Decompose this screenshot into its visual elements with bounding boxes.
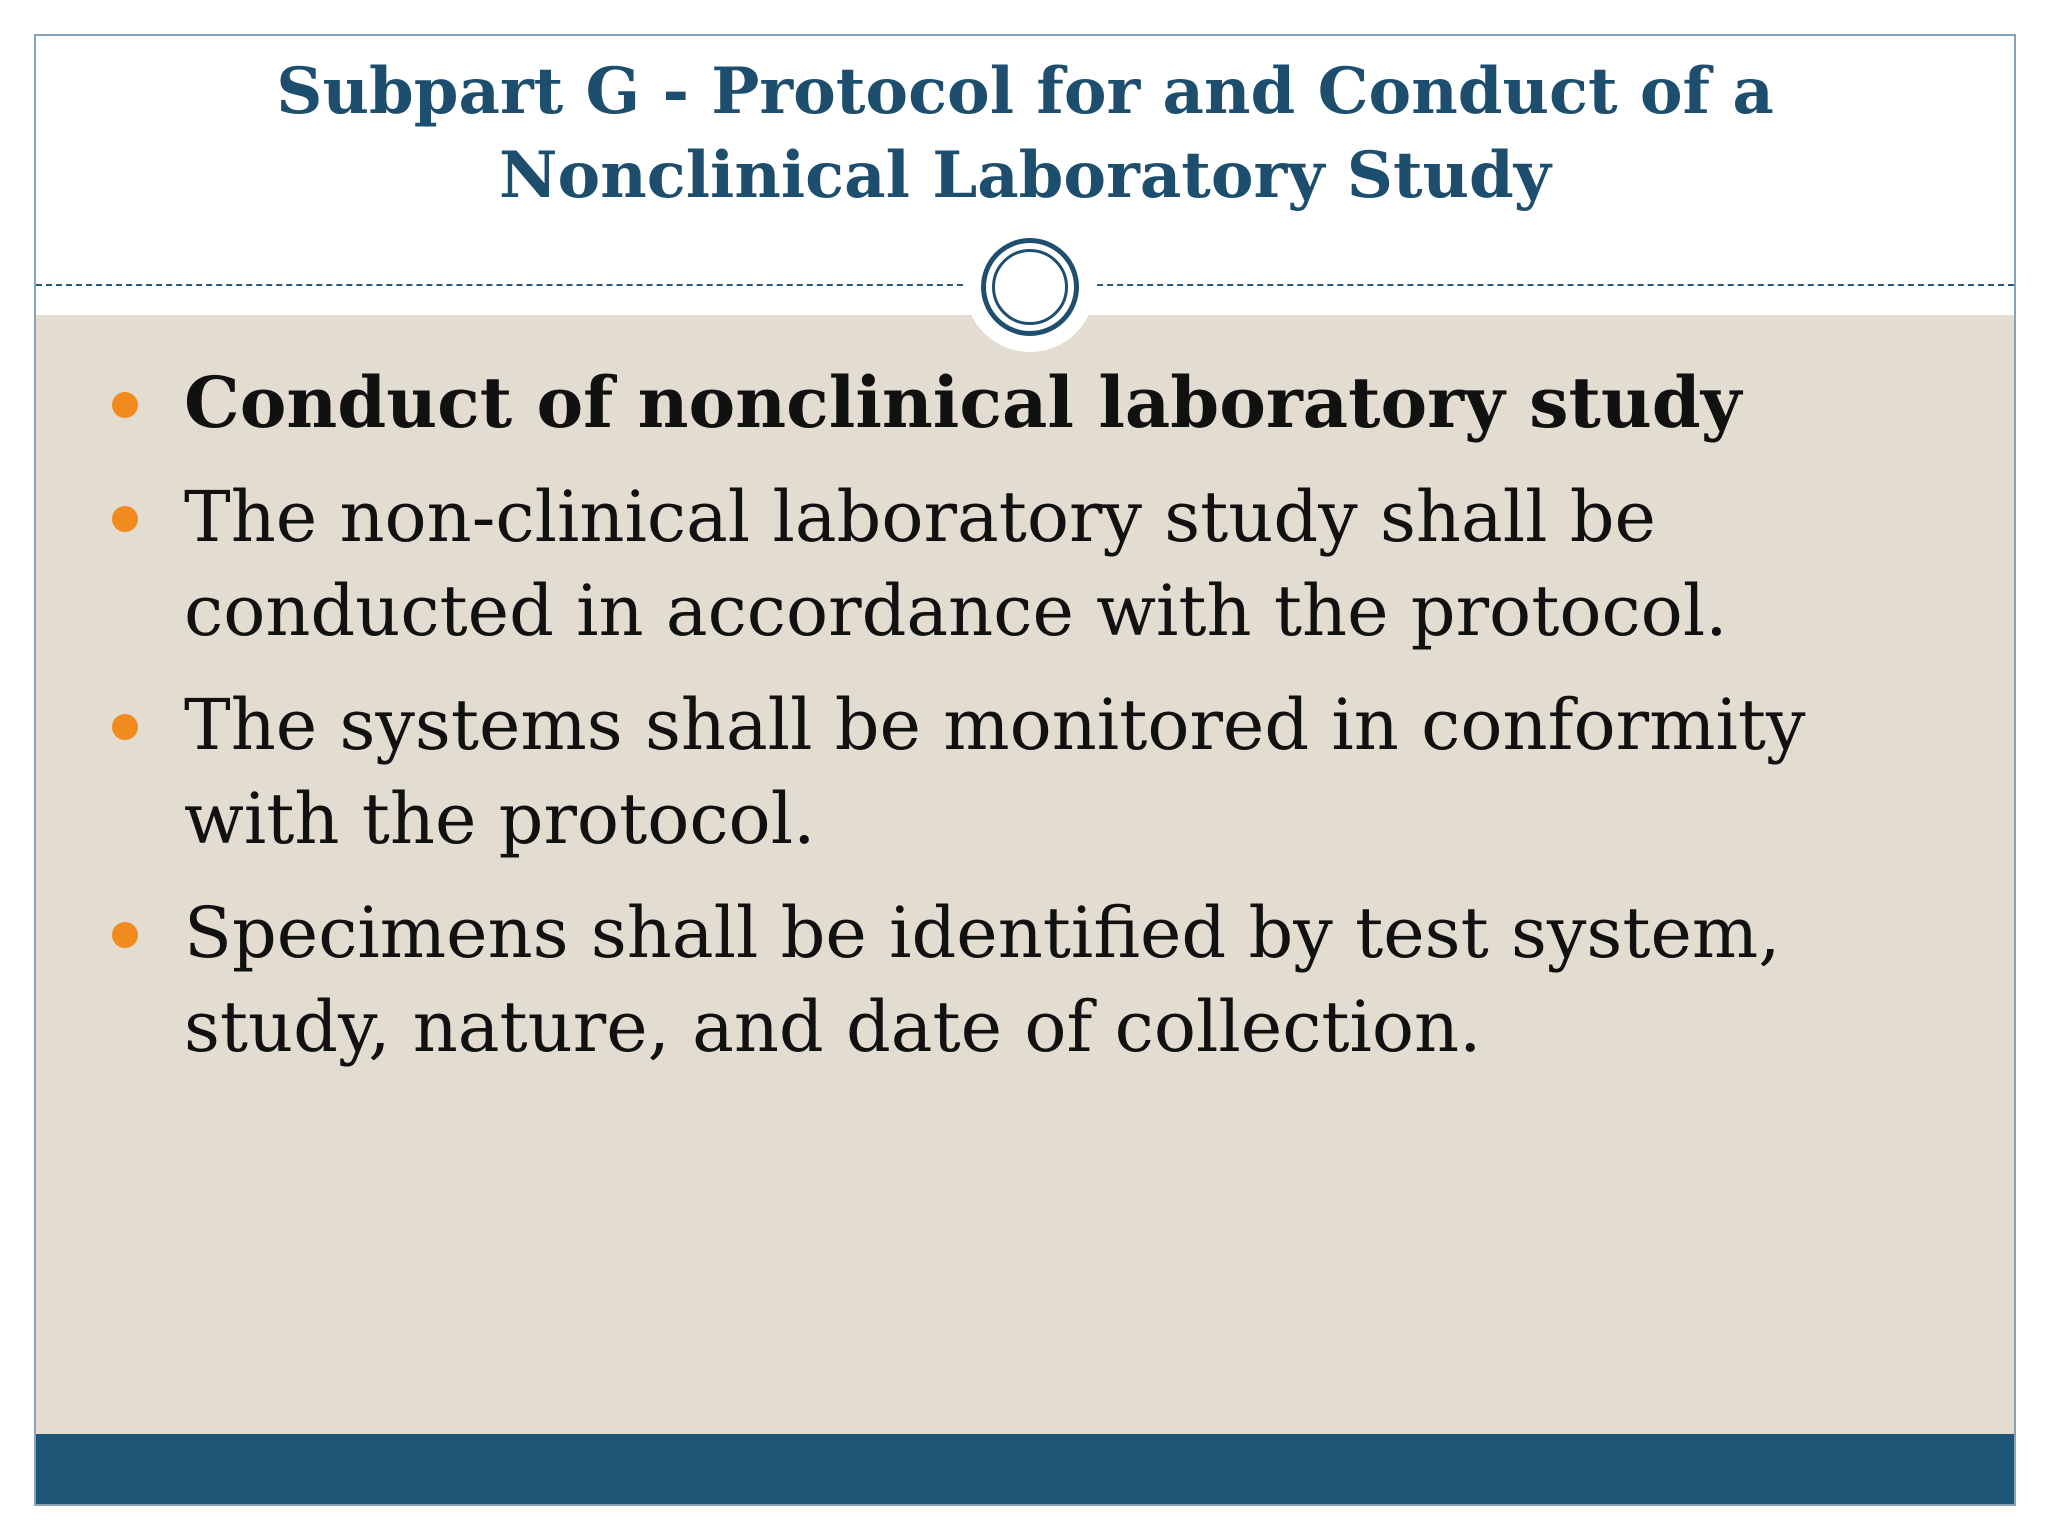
bullet-text: The non-clinical laboratory study shall be conducted in accordance with the protocol. bbox=[184, 476, 1728, 652]
bullet-item bbox=[100, 356, 1974, 450]
bullet-text: Specimens shall be identified by test system, study, nature, and date of collection. bbox=[184, 892, 1781, 1068]
orange-dot-icon bbox=[112, 392, 138, 418]
orange-dot-icon bbox=[112, 922, 138, 948]
bullet-item bbox=[100, 886, 1974, 1074]
slide-title: Subpart G - Protocol for and Conduct of a Nonclinical Laboratory Study bbox=[276, 54, 1774, 213]
bullet-text: Conduct of nonclinical laboratory study bbox=[184, 361, 1742, 444]
double-ring-icon bbox=[981, 238, 1079, 336]
footer-bar bbox=[36, 1434, 2014, 1504]
bullet-list bbox=[100, 356, 1974, 1094]
bullet-item bbox=[100, 470, 1974, 658]
orange-dot-icon bbox=[112, 506, 138, 532]
bullet-item bbox=[100, 678, 1974, 866]
orange-dot-icon bbox=[112, 714, 138, 740]
slide bbox=[34, 34, 2016, 1506]
ring-inner bbox=[992, 249, 1068, 325]
bullet-text: The systems shall be monitored in conformity with the protocol. bbox=[184, 684, 1806, 860]
